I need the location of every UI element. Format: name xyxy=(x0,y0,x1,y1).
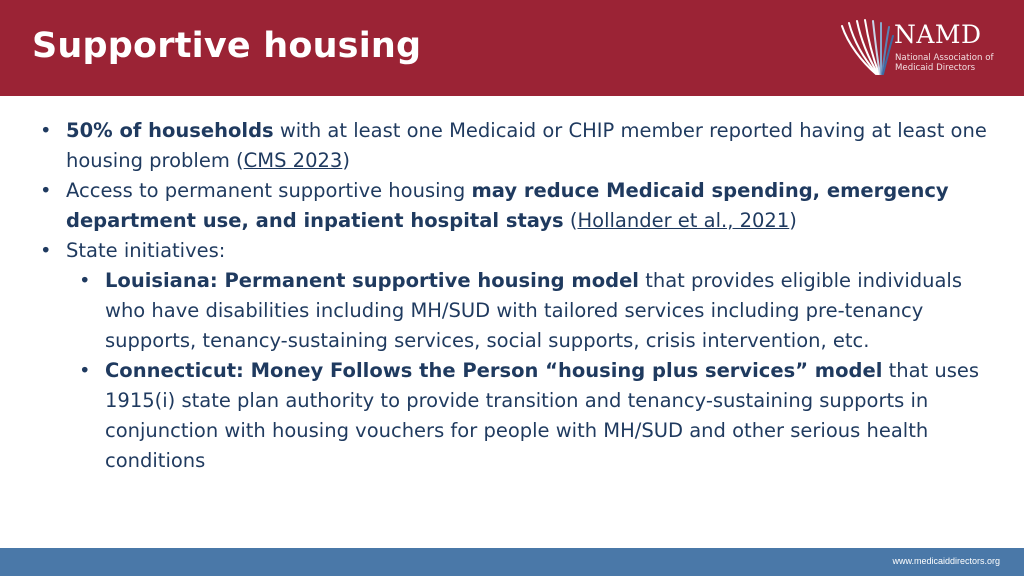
bullet-list xyxy=(40,116,990,476)
bullet-marker: • xyxy=(79,269,91,292)
fan-logo-icon xyxy=(838,18,894,78)
footer-bar xyxy=(0,548,1024,576)
logo-subtitle xyxy=(895,53,994,73)
bold-text: 50% of households xyxy=(66,119,274,142)
header-bar xyxy=(0,0,1024,96)
bullet-item xyxy=(40,236,990,266)
bold-text: may reduce Medicaid spending, emergency department use, and inpatient hospital stays xyxy=(66,179,949,232)
bullet-item xyxy=(40,116,990,176)
bullet-marker: • xyxy=(40,119,52,142)
body-text: ( xyxy=(563,209,578,232)
bullet-marker: • xyxy=(79,359,91,382)
citation-link[interactable]: CMS 2023 xyxy=(243,149,343,172)
body-text: that uses 1915(i) state plan authority to provide transition and tenancy-sustaining supports in conjunction with housing vouchers for people with MH/SUD and other serious health conditions xyxy=(105,359,980,472)
bullet-item xyxy=(40,176,990,236)
logo-subtitle-line2: Medicaid Directors xyxy=(895,63,976,73)
bold-text: Louisiana: Permanent supportive housing model xyxy=(105,269,639,292)
citation-link[interactable]: Hollander et al., 2021 xyxy=(577,209,790,232)
footer-url: www.medicaiddirectors.org xyxy=(892,556,1000,566)
namd-logo xyxy=(838,18,1008,80)
body-text: ) xyxy=(789,209,797,232)
body-text: with at least one Medicaid or CHIP member reported having at least one housing problem ( xyxy=(66,119,987,172)
slide-title: Supportive housing xyxy=(32,26,422,66)
bullet-marker: • xyxy=(40,179,52,202)
bullet-marker: • xyxy=(40,239,52,262)
body-text: ) xyxy=(342,149,350,172)
body-text: Access to permanent supportive housing xyxy=(66,179,472,202)
body-text: State initiatives: xyxy=(66,239,226,262)
logo-subtitle-line1: National Association of xyxy=(895,53,994,63)
sub-bullet-item xyxy=(79,356,990,476)
logo-name: NAMD xyxy=(894,20,982,49)
body-text: that provides eligible individuals who have disabilities including MH/SUD with tailored services including pre-tenancy supports, tenancy-sustaining services, social supports, crisis intervention, etc. xyxy=(105,269,962,352)
bold-text: Connecticut: Money Follows the Person “housing plus services” model xyxy=(105,359,883,382)
sub-bullet-item xyxy=(79,266,990,356)
